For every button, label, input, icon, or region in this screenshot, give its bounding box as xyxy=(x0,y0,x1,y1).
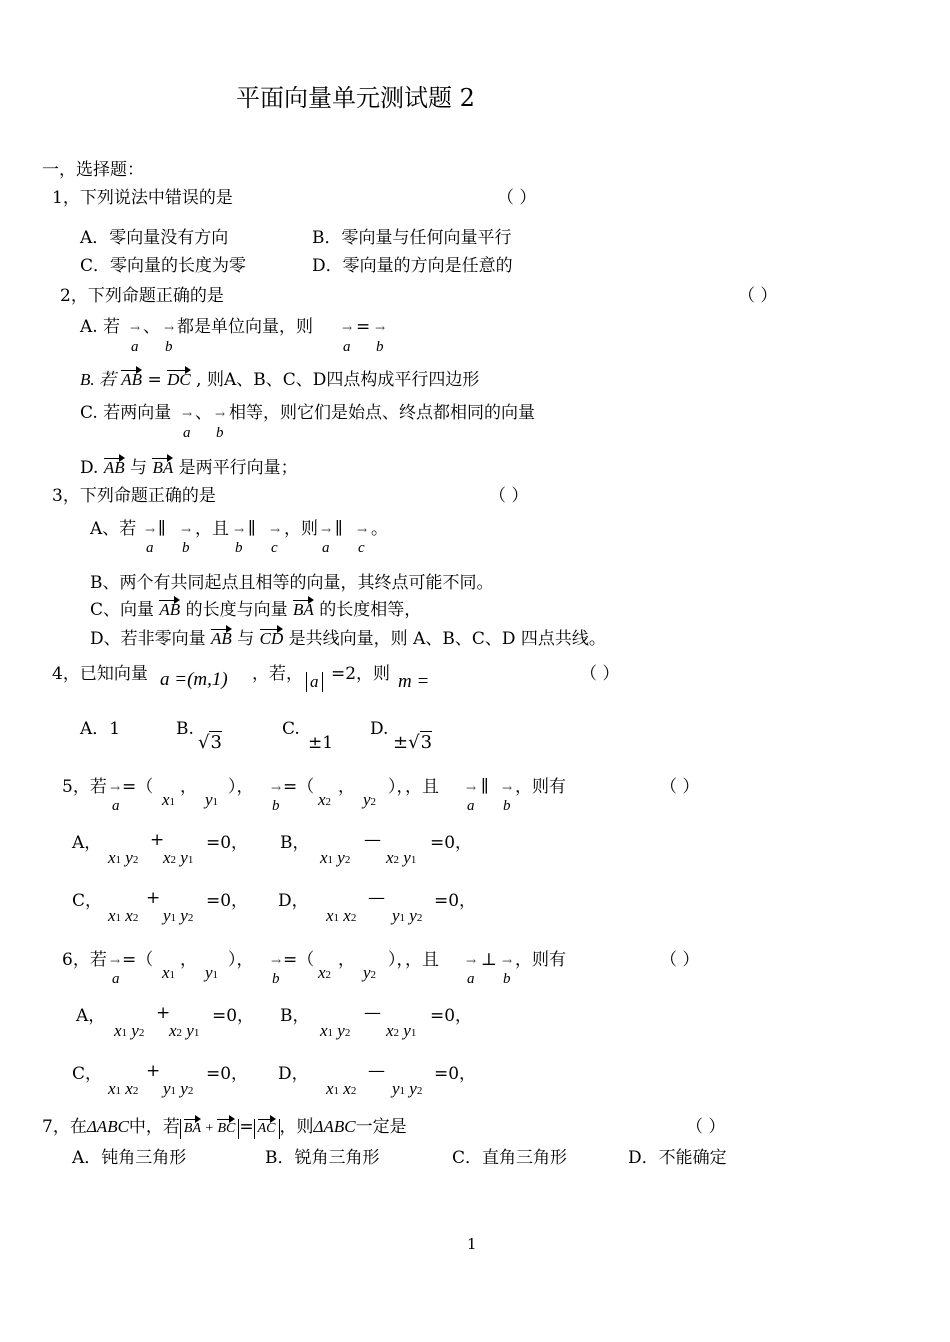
q2-a-vec-arrow-2: → xyxy=(164,321,175,335)
vector-ac: AC xyxy=(258,1119,276,1139)
q3-a-par-1: ∥ xyxy=(158,519,166,539)
q5-rel: ∥ xyxy=(481,777,489,797)
q2-answer-paren: （ ） xyxy=(738,286,778,306)
q1-option-c: C．零向量的长度为零 xyxy=(80,256,247,276)
q5-stem: 5，若 xyxy=(62,777,107,797)
q6-b-term2: x2 y1 xyxy=(386,1021,417,1040)
q5-c-term1: x1 x2 xyxy=(108,906,139,925)
q3-a-vec-c2: c xyxy=(358,540,365,556)
q6-b-op: — xyxy=(364,1003,381,1023)
q6-d-term2: y1 y2 xyxy=(392,1079,423,1098)
q2-a-vec-arrow-4: → xyxy=(375,321,386,335)
q6-option-b: B， xyxy=(280,1006,310,1026)
sqrt-symbol: √3 xyxy=(198,732,222,753)
q5-a-end: =0， xyxy=(206,833,249,853)
q5-arrow-a2: → xyxy=(466,781,477,795)
q5-d-end: =0， xyxy=(434,891,477,911)
q6-d-op: — xyxy=(368,1061,385,1081)
q5-vec-b: b xyxy=(272,798,280,814)
q6-eq2: =（ xyxy=(283,950,315,970)
q4-stem: 4，已知向量 xyxy=(52,664,148,684)
q7-answer-paren: （ ） xyxy=(686,1117,726,1137)
vector-ab: AB xyxy=(103,458,125,477)
q6-answer-paren: （ ） xyxy=(660,950,700,970)
q5-d-term2: y1 y2 xyxy=(392,906,423,925)
q4-option-b xyxy=(198,733,222,753)
q2-c-vec-arrow-2: → xyxy=(215,407,226,421)
q6-arrow-a: → xyxy=(110,954,121,968)
vector-cd: CD xyxy=(259,629,284,648)
vector-dc: DC xyxy=(167,370,191,389)
q5-a-op: + xyxy=(150,830,165,850)
vector-ba: BA xyxy=(184,1119,201,1139)
q6-b-end: =0， xyxy=(430,1006,473,1026)
q4-option-b-label: B. xyxy=(176,719,194,739)
q7-prefix: 7，在 xyxy=(42,1117,87,1137)
q5-c-end: =0， xyxy=(206,891,249,911)
q2-d-mid: 与 xyxy=(130,458,148,478)
q6-option-d: D， xyxy=(278,1064,309,1084)
q6-c-term2: y1 y2 xyxy=(163,1079,194,1098)
q6-a-term2: x2 y1 xyxy=(169,1021,200,1040)
q6-y1: y1 xyxy=(205,963,219,982)
q3-a-arrow-6: → xyxy=(357,523,368,537)
q3-a-arrow-1: → xyxy=(145,523,156,537)
q7-option-b: B．锐角三角形 xyxy=(265,1148,380,1168)
q6-eq1: =（ xyxy=(122,950,154,970)
q7-then: ，则 xyxy=(279,1117,314,1137)
q1-answer-paren: （ ） xyxy=(497,188,537,208)
q2-d-prefix: D. xyxy=(80,458,99,478)
q5-eq1: =（ xyxy=(122,777,154,797)
q7-mid: 中，若 xyxy=(128,1117,180,1137)
q5-eq2: =（ xyxy=(283,777,315,797)
q5-comma-2: ， xyxy=(338,777,355,797)
q3-a-arrow-2: → xyxy=(181,523,192,537)
q4-mid: ，若， xyxy=(252,664,303,684)
q7-stem xyxy=(42,1117,407,1139)
q5-option-b: B， xyxy=(280,833,310,853)
q5-d-term1: x1 x2 xyxy=(326,906,357,925)
q6-d-end: =0， xyxy=(434,1064,477,1084)
q3-stem: 3，下列命题正确的是 xyxy=(52,486,216,506)
vector-ab: AB xyxy=(159,600,181,619)
q6-c-op: + xyxy=(146,1061,161,1081)
q5-option-a: A， xyxy=(72,833,102,853)
q7-option-d: D．不能确定 xyxy=(628,1148,727,1168)
vector-ab: AB xyxy=(211,629,232,648)
q3-a-par-3: ∥ xyxy=(335,519,343,539)
q7-triangle-2: ΔABC xyxy=(313,1117,356,1136)
q7-eq: = xyxy=(239,1117,254,1137)
q4-option-d-label: D. xyxy=(370,719,389,739)
q5-option-c: C， xyxy=(72,891,103,911)
q6-vec-a2: a xyxy=(467,971,475,987)
q5-x2: x2 xyxy=(318,790,332,809)
q6-rel: ⊥ xyxy=(481,950,497,970)
q7-abs-sum: BA + BC xyxy=(180,1119,239,1139)
q4-eq: =2，则 xyxy=(331,664,391,684)
q4-abs-value: a xyxy=(306,672,323,692)
q3-answer-paren: （ ） xyxy=(489,486,529,506)
q2-option-c: C. 若两向量 xyxy=(80,403,172,423)
q3-a-mid-1: ，且 xyxy=(195,519,229,539)
q2-a-prefix: A. 若 xyxy=(80,317,121,337)
vector-ba: BA xyxy=(293,600,314,619)
q2-option-a xyxy=(80,317,120,337)
q2-a-vec-a2: a xyxy=(343,339,351,355)
q5-vec-b2: b xyxy=(503,798,511,814)
q6-arrow-b2: → xyxy=(502,954,513,968)
q2-a-text: 都是单位向量，则 xyxy=(177,317,313,337)
q6-close-2: ），，且 xyxy=(388,950,439,970)
q3-a-par-2: ∥ xyxy=(248,519,256,539)
page-number: 1 xyxy=(467,1235,477,1253)
q6-option-c: C， xyxy=(72,1064,103,1084)
q3-d-prefix: D、若非零向量 xyxy=(90,629,206,649)
q6-y2: y2 xyxy=(363,963,377,982)
q3-c-prefix: C、向量 xyxy=(90,600,155,620)
q4-option-a: A．1 xyxy=(80,719,121,739)
q5-option-d: D， xyxy=(278,891,309,911)
q3-a-vec-a: a xyxy=(146,540,154,556)
q5-b-op: — xyxy=(364,830,381,850)
q5-comma-1: ， xyxy=(180,777,197,797)
q6-comma-1: ， xyxy=(180,950,197,970)
q2-a-vec-a: a xyxy=(131,339,139,355)
q7-option-c: C．直角三角形 xyxy=(452,1148,568,1168)
q3-c-mid: 的长度与向量 xyxy=(185,600,288,620)
q6-vec-b2: b xyxy=(503,971,511,987)
q2-c-vec-a: a xyxy=(183,425,191,441)
q2-a-vec-arrow: → xyxy=(130,321,141,335)
q3-d-text: 是共线向量，则 A、B、C、D 四点共线。 xyxy=(288,629,606,649)
q3-option-c xyxy=(90,600,421,620)
q3-d-mid: 与 xyxy=(237,629,255,649)
q6-close-1: ）， xyxy=(228,950,254,970)
q5-arrow-b: → xyxy=(271,781,282,795)
q5-vec-a2: a xyxy=(467,798,475,814)
q3-a-vec-b: b xyxy=(182,540,190,556)
q7-option-a: A．钝角三角形 xyxy=(72,1148,187,1168)
q5-c-op: + xyxy=(146,888,161,908)
q4-answer-paren: （ ） xyxy=(580,664,620,684)
q5-b-term1: x1 y2 xyxy=(320,848,351,867)
q3-option-b: B、两个有共同起点且相等的向量，其终点可能不同。 xyxy=(90,573,494,593)
q2-d-text: 是两平行向量； xyxy=(178,458,298,478)
q4-abs xyxy=(306,672,323,692)
q2-b-eq: = xyxy=(147,370,162,390)
q5-vec-a: a xyxy=(112,798,120,814)
q3-c-text: 的长度相等， xyxy=(319,600,422,620)
q2-c-vec-b: b xyxy=(216,425,224,441)
q3-a-prefix: A、若 xyxy=(90,519,137,539)
q4-option-d: ±√3 xyxy=(393,732,433,753)
q2-a-vec-arrow-3: → xyxy=(342,321,353,335)
q6-then: ，则有 xyxy=(515,950,566,970)
q2-a-sep: 、 xyxy=(143,317,160,337)
q7-triangle: ΔABC xyxy=(86,1117,129,1136)
vector-bc: BC xyxy=(217,1119,235,1139)
q5-b-end: =0， xyxy=(430,833,473,853)
q5-arrow-a: → xyxy=(110,781,121,795)
q6-option-a: A， xyxy=(76,1006,106,1026)
q2-a-eq: = xyxy=(356,317,371,337)
q5-close-2: ），，且 xyxy=(388,777,439,797)
q6-b-term1: x1 y2 xyxy=(320,1021,351,1040)
q3-a-arrow-3: → xyxy=(234,523,245,537)
q5-c-term2: y1 y2 xyxy=(163,906,194,925)
q5-d-op: — xyxy=(368,888,385,908)
q4-option-c: ±1 xyxy=(308,733,334,753)
q5-x1: x1 xyxy=(162,790,176,809)
q6-a-op: + xyxy=(156,1003,171,1023)
q4-vector-expr: a =(m,1) xyxy=(160,669,228,690)
q6-d-term1: x1 x2 xyxy=(326,1079,357,1098)
q6-c-end: =0， xyxy=(206,1064,249,1084)
q4-ask: m = xyxy=(398,671,430,692)
q5-answer-paren: （ ） xyxy=(660,777,700,797)
q3-option-d xyxy=(90,629,606,649)
q1-option-b: B．零向量与任何向量平行 xyxy=(312,228,512,248)
vector-ab: AB xyxy=(121,370,143,389)
q2-a-vec-b: b xyxy=(165,339,173,355)
q5-y1: y1 xyxy=(205,790,219,809)
vector-ba: BA xyxy=(152,458,174,477)
q5-a-term1: x1 y2 xyxy=(108,848,139,867)
q5-b-term2: x2 y1 xyxy=(386,848,417,867)
q5-close-1: ）， xyxy=(228,777,254,797)
q2-b-prefix: B. 若 xyxy=(80,370,116,389)
q6-arrow-b: → xyxy=(271,954,282,968)
q2-option-d xyxy=(80,458,298,478)
q6-stem: 6，若 xyxy=(62,950,107,970)
q2-c-vec-arrow: → xyxy=(182,407,193,421)
q6-comma-2: ， xyxy=(338,950,355,970)
q6-x1: x1 xyxy=(162,963,176,982)
q7-end: 一定是 xyxy=(355,1117,407,1137)
q6-a-end: =0， xyxy=(212,1006,255,1026)
q5-arrow-b2: → xyxy=(502,781,513,795)
q3-a-vec-c: c xyxy=(271,540,278,556)
q2-a-vec-b2: b xyxy=(376,339,384,355)
q6-c-term1: x1 x2 xyxy=(108,1079,139,1098)
q6-x2: x2 xyxy=(318,963,332,982)
q2-b-text: , 则A、B、C、D四点构成平行四边形 xyxy=(196,370,480,390)
q2-option-b xyxy=(80,370,479,390)
q4-option-c-label: C. xyxy=(282,719,300,739)
q5-then: ，则有 xyxy=(515,777,566,797)
q5-a-term2: x2 y1 xyxy=(163,848,194,867)
q3-a-end: 。 xyxy=(371,519,388,539)
q3-a-vec-a2: a xyxy=(322,540,330,556)
q6-arrow-a2: → xyxy=(466,954,477,968)
q6-a-term1: x1 y2 xyxy=(114,1021,145,1040)
q6-vec-a: a xyxy=(112,971,120,987)
page-title: 平面向量单元测试题 2 xyxy=(236,84,475,112)
q1-stem: 1，下列说法中错误的是 xyxy=(52,188,233,208)
q3-a-arrow-5: → xyxy=(321,523,332,537)
q1-option-a: A．零向量没有方向 xyxy=(80,228,229,248)
q2-c-sep: 、 xyxy=(195,403,212,423)
q6-vec-b: b xyxy=(272,971,280,987)
q2-c-text: 相等，则它们是始点、终点都相同的向量 xyxy=(229,403,535,423)
q7-abs-ac xyxy=(254,1119,280,1139)
sqrt-symbol: √3 xyxy=(408,732,433,753)
q1-option-d: D．零向量的方向是任意的 xyxy=(312,256,513,276)
q3-a-mid-2: ，则 xyxy=(284,519,318,539)
section-heading: 一，选择题： xyxy=(42,160,144,180)
q3-a-arrow-4: → xyxy=(270,523,281,537)
q2-stem: 2，下列命题正确的是 xyxy=(60,286,224,306)
q5-y2: y2 xyxy=(363,790,377,809)
q3-a-vec-b2: b xyxy=(235,540,243,556)
